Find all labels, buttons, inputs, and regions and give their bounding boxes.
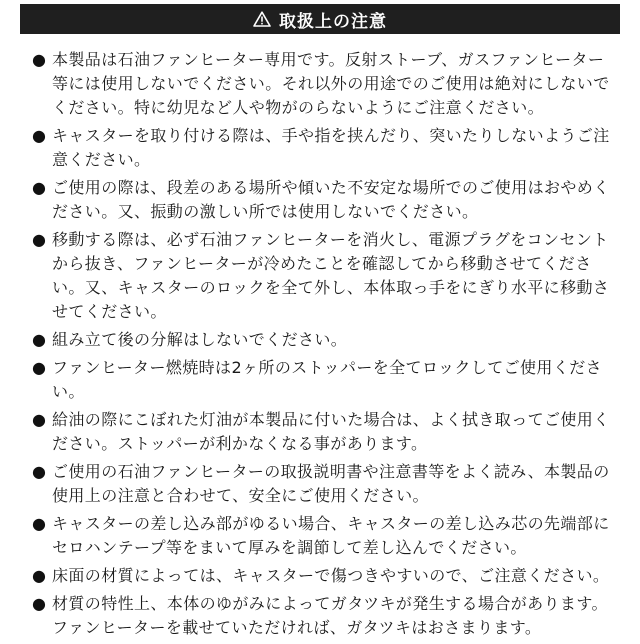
warning-icon (253, 11, 271, 27)
caution-list (32, 48, 610, 644)
caution-text: ご使用の際は、段差のある場所や傾いた不安定な場所でのご使用はおやめください。又、振動の激しい所では使用しないでください。 (52, 178, 610, 221)
caution-item (32, 228, 610, 324)
caution-text: キャスターの差し込み部がゆるい場合、キャスターの差し込み芯の先端部にセロハンテープ等をまいて厚みを調節して差し込んでください。 (52, 514, 610, 557)
caution-item (32, 48, 610, 120)
caution-item (32, 328, 610, 352)
caution-item (32, 460, 610, 508)
bullet-icon: ● (32, 594, 46, 613)
bullet-icon: ● (32, 462, 46, 481)
caution-text: 本製品は石油ファンヒーター専用です。反射ストーブ、ガスファンヒーター等には使用しないでください。それ以外の用途でのご使用は絶対にしないでください。特に幼児など人や物がのらないようにご注意ください。 (52, 50, 610, 117)
caution-text: キャスターを取り付ける際は、手や指を挟んだり、突いたりしないようご注意ください。 (52, 126, 610, 169)
bullet-icon: ● (32, 358, 46, 377)
bullet-icon: ● (32, 410, 46, 429)
bullet-icon: ● (32, 566, 46, 585)
page-title: 取扱上の注意 (279, 11, 387, 32)
caution-text: 材質の特性上、本体のゆがみによってガタツキが発生する場合があります。ファンヒーターを載せていただければ、ガタツキはおさまります。 (52, 594, 608, 637)
bullet-icon: ● (32, 126, 46, 145)
caution-text: ファンヒーター燃焼時は2ヶ所のストッパーを全てロックしてご使用ください。 (52, 358, 603, 401)
bullet-icon: ● (32, 50, 46, 69)
caution-text: ご使用の石油ファンヒーターの取扱説明書や注意書等をよく読み、本製品の使用上の注意と合わせて、安全にご使用ください。 (52, 462, 610, 505)
caution-item (32, 408, 610, 456)
bullet-icon: ● (32, 330, 46, 349)
bullet-icon: ● (32, 514, 46, 533)
caution-item (32, 512, 610, 560)
caution-text: 組み立て後の分解はしないでください。 (52, 330, 348, 349)
caution-item (32, 124, 610, 172)
caution-text: 移動する際は、必ず石油ファンヒーターを消火し、電源プラグをコンセントから抜き、ファンヒーターが冷めたことを確認してから移動させてください。又、キャスターのロックを全て外し、本体取っ手をにぎり水平に移動させてください。 (52, 230, 610, 321)
bullet-icon: ● (32, 178, 46, 197)
caution-item (32, 356, 610, 404)
bullet-icon: ● (32, 230, 46, 249)
caution-item (32, 176, 610, 224)
caution-item (32, 592, 610, 640)
caution-item (32, 564, 610, 588)
caution-text: 床面の材質によっては、キャスターで傷つきやすいので、ご注意ください。 (52, 566, 610, 585)
caution-text: 給油の際にこぼれた灯油が本製品に付いた場合は、よく拭き取ってご使用ください。ストッパーが利かなくなる事があります。 (52, 410, 610, 453)
header-bar (20, 4, 620, 34)
